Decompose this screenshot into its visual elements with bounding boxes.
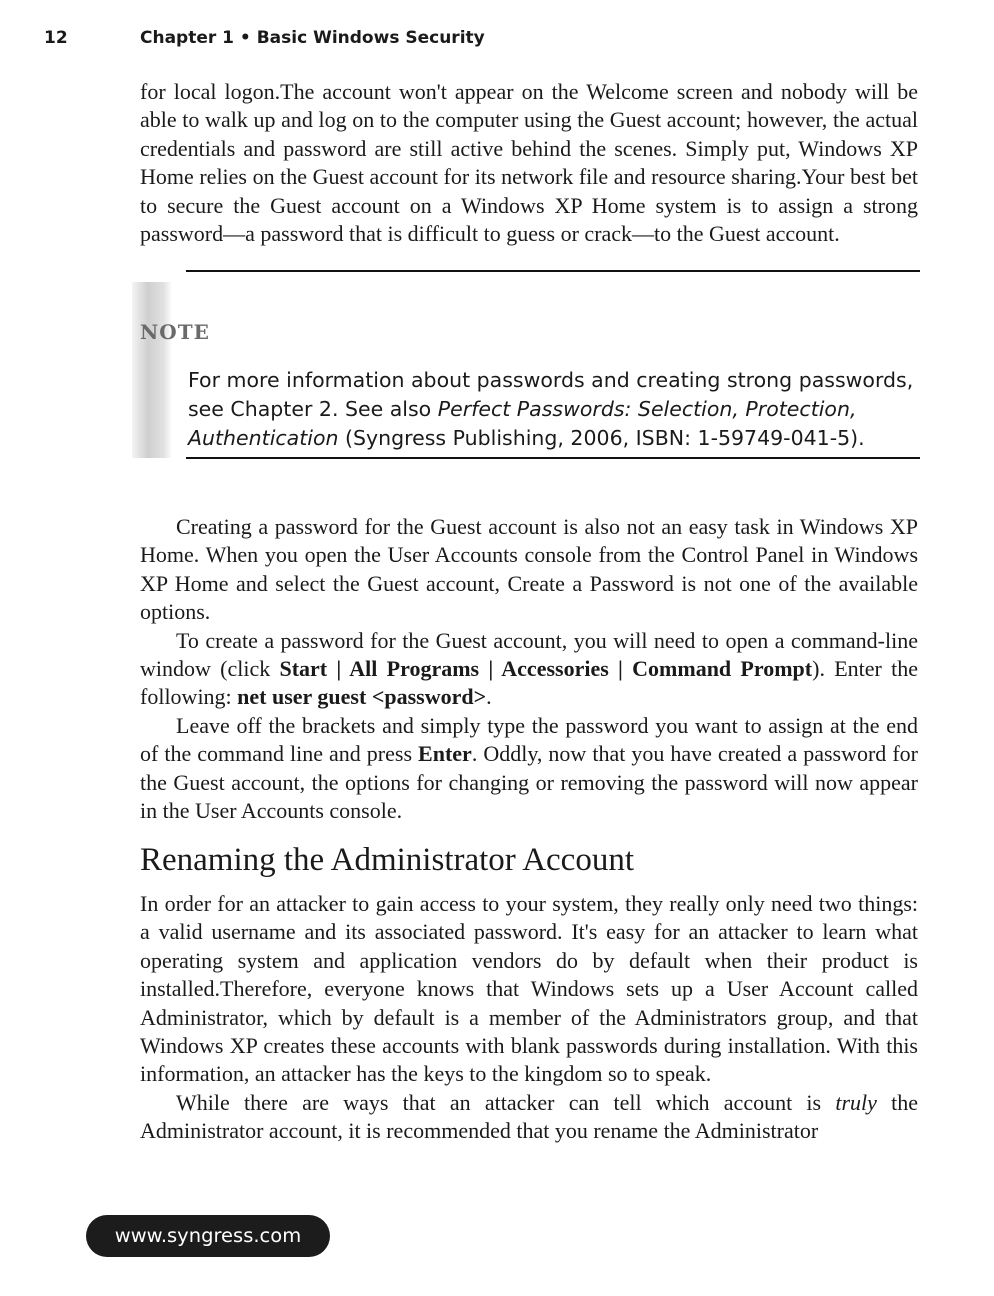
note-icon-shade: [132, 282, 172, 458]
running-title: Chapter 1 • Basic Windows Security: [140, 28, 485, 48]
note-top-rule: [186, 270, 920, 272]
command-text: net user guest <password>: [237, 684, 487, 710]
section-heading: Renaming the Administrator Account: [140, 842, 635, 878]
paragraph: Creating a password for the Guest account is also not an easy task in Windows XP Home. When you open the User Accounts console from the Control Panel in Windows XP Home and select the Guest account, Create a Password is not one of the available options.: [140, 514, 918, 625]
body-text-middle: [140, 513, 918, 825]
menu-path-all-programs: All Programs: [349, 656, 480, 682]
paragraph: To create a password for the Guest account, you will need to open a command-line window (click Start | All Programs | Accessories | Command Prompt). Enter the following: net user guest <password>.: [140, 627, 918, 710]
emphasis-text: truly: [835, 1089, 877, 1115]
note-text: [188, 366, 918, 453]
page-number: 12: [44, 28, 68, 48]
note-text-part: (Syngress Publishing, 2006, ISBN: 1-59749-041-5).: [338, 426, 865, 450]
note-text-part: For more information about passwords and creating strong passwords, see Chapter 2. See also: [188, 368, 914, 421]
menu-path-command-prompt: Command Prompt: [632, 656, 813, 682]
paragraph: for local logon.The account won't appear on the Welcome screen and nobody will be able to walk up and log on to the computer using the Guest account; however, the actual credentials and password are still active behind the scenes. Simply put, Windows XP Home relies on the Guest account for its network file and resource sharing.Your best bet to secure the Guest account on a Windows XP Home system is to assign a strong password—a password that is difficult to guess or crack—to the Guest account.: [140, 79, 918, 247]
body-text-bottom: [140, 890, 918, 1146]
paragraph: While there are ways that an attacker can tell which account is truly the Administrator account, it is recommended that you rename the Administrator: [140, 1089, 918, 1144]
footer-url-badge: www.syngress.com: [86, 1215, 330, 1257]
note-icon: [132, 282, 210, 458]
paragraph: In order for an attacker to gain access to your system, they really only need two things: a valid username and its associated password. It's easy for an attacker to learn what operating system and application vendors do by default when their product is installed.Therefore, everyone knows that Windows sets up a User Account called Administrator, which by default is a member of the Administrators group, and that Windows XP creates these accounts with blank passwords during installation. With this information, an attacker has the keys to the kingdom so to speak.: [140, 891, 918, 1087]
note-icon-label: NOTE: [140, 320, 210, 344]
key-name: Enter: [418, 741, 472, 767]
note-bottom-rule: [186, 457, 920, 459]
paragraph: Leave off the brackets and simply type the password you want to assign at the end of the command line and press Enter. Oddly, now that you have created a password for the Guest account, the options for changing or removing the password will now appear in the User Accounts console.: [140, 712, 918, 824]
menu-path-accessories: Accessories: [501, 656, 609, 682]
note-book-title: Perfect Passwords: Selection, Protection, Authentication: [188, 397, 857, 450]
menu-path-start: Start: [279, 656, 328, 682]
running-header: [44, 28, 485, 48]
body-text-top: [140, 78, 918, 248]
